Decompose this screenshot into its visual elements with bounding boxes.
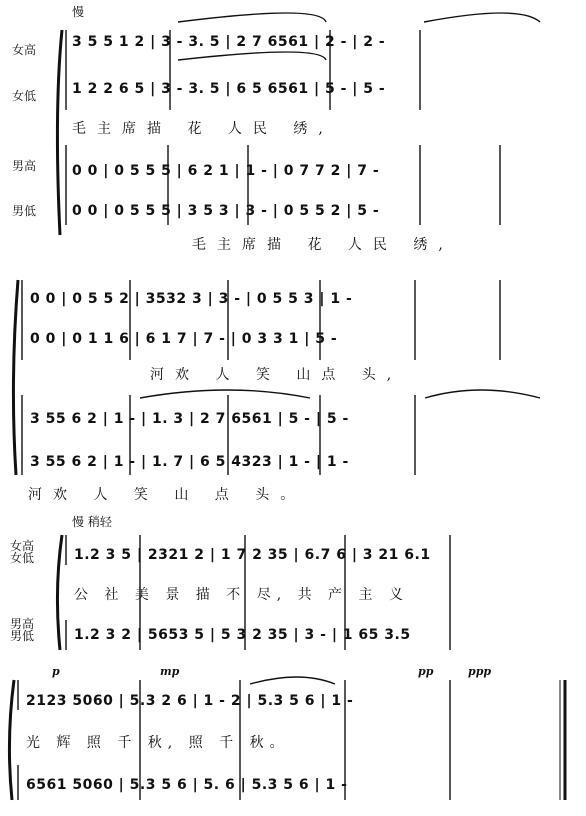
dynamic-mark: p [52,665,60,678]
tempo-mark: 慢 [72,5,85,19]
notation-line: 3 5 5 1 2 | 3 - 3. 5 | 2 7 6561 | 2 - | 2 - [72,34,386,50]
tempo-mark-2: 慢 稍轻 [72,515,112,529]
lyric-line: 毛主席描 花 人民 绣, [192,237,454,253]
voice-label-soprano: 女高 [12,43,37,57]
notation-line: 1 2 2 6 5 | 3 - 3. 5 | 6 5 6561 | 5 - | 5 - [72,81,386,97]
voice-label-alto: 女低 [12,89,37,103]
notation-line: 0 0 | 0 5 5 2 | 3532 3 | 3 - | 0 5 5 3 | 1 - [30,291,353,307]
notation-line: 0 0 | 0 5 5 5 | 3 5 3 | 3 - | 0 5 5 2 | 5 - [72,203,380,219]
lyric-line: 河欢 人 笑 山 点 头。 [28,487,306,503]
voice-label-male: 男高 男低 [10,617,35,643]
dynamic-mark: pp [418,665,434,678]
voice-label-bass: 男低 [12,204,37,218]
notation-line: 1.2 3 5 | 2321 2 | 1 7 2 35 | 6.7 6 | 3 21 6.1 [74,547,431,563]
voice-label-tenor: 男高 [12,159,37,173]
lyric-line: 毛主席描 花 人民 绣, [72,121,334,137]
notation-line: 1.2 3 2 | 5653 5 | 5 3 2 35 | 3 - | 1 65 3.5 [74,627,411,643]
dynamic-mark: mp [160,665,180,678]
lyric-line: 光 辉 照 千 秋, 照 千 秋。 [26,735,290,751]
lyric-line: 河欢 人 笑 山点 头, [150,367,403,383]
dynamic-mark: ppp [468,665,492,678]
notation-line: 2123 5060 | 5.3 2 6 | 1 - 2 | 5.3 5 6 | 1 - [26,693,354,709]
notation-line: 6561 5060 | 5.3 5 6 | 5. 6 | 5.3 5 6 | 1 - [26,777,348,793]
notation-line: 3 55 6 2 | 1 - | 1. 3 | 2 7 6561 | 5 - | 5 - [30,411,349,427]
voice-label-female: 女高 女低 [10,539,35,565]
lyric-line: 公 社 美 景 描 不 尽, 共 产 主 义 [74,587,409,603]
notation-line: 0 0 | 0 5 5 5 | 6 2 1 | 1 - | 0 7 7 2 | 7 - [72,163,380,179]
notation-line: 0 0 | 0 1 1 6 | 6 1 7 | 7 - | 0 3 3 1 | 5 - [30,331,338,347]
notation-line: 3 55 6 2 | 1 - | 1. 7 | 6 5 4323 | 1 - | 1 - [30,454,349,470]
